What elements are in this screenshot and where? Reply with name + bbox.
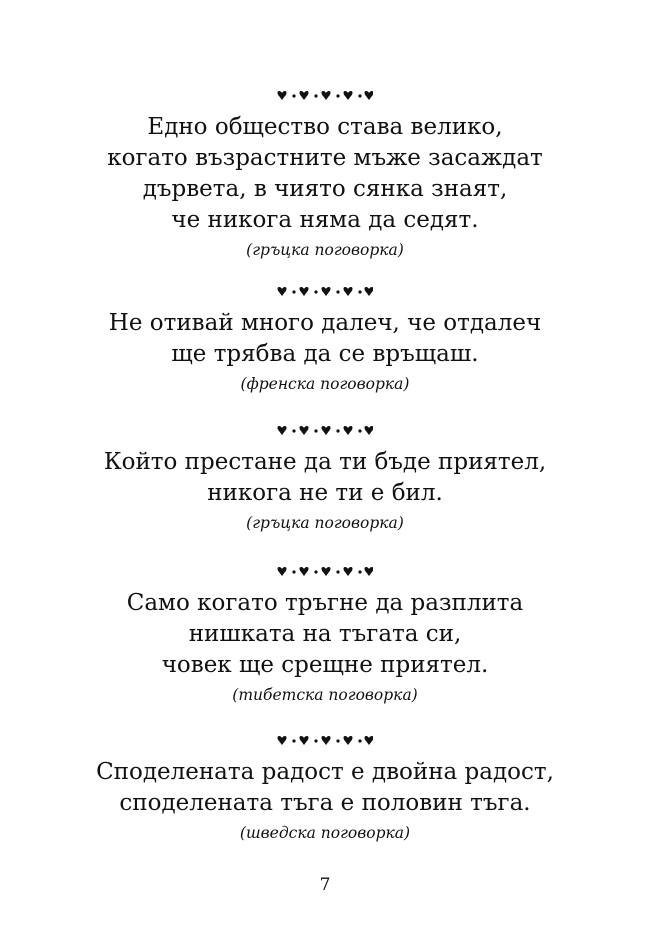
proverb-source: (гръцка поговорка) [246, 514, 404, 532]
heart-dot-divider-icon [0, 562, 650, 580]
heart-dot-divider-icon [0, 421, 650, 439]
heart-dot-divider-icon [0, 282, 650, 300]
proverb-line: ще трябва да се връщаш. [171, 341, 479, 367]
proverb-line: Който престане да ти бъде приятел, [103, 449, 547, 475]
proverb-line: човек ще срещне приятел. [161, 652, 489, 678]
proverb-line: Едно общество става велико, [147, 114, 503, 140]
proverb-source: (френска поговорка) [240, 375, 410, 393]
proverb-line: Споделената радост е двойна радост, [96, 759, 554, 785]
proverb-block [0, 282, 650, 395]
proverb-line: Само когато тръгне да разплита [126, 590, 524, 616]
proverb-line: Не отивай много далеч, че отдалеч [108, 310, 542, 336]
heart-dot-divider-icon [0, 731, 650, 749]
proverb-block [0, 86, 650, 261]
proverb-line: нишката на тъгата си, [188, 621, 462, 647]
proverb-block [0, 562, 650, 706]
proverb-source: (шведска поговорка) [239, 824, 411, 842]
proverb-line: дървета, в чиято сянка знаят, [142, 176, 508, 202]
proverb-line: че никога няма да седят. [171, 207, 479, 233]
proverb-source: (тибетска поговорка) [232, 686, 418, 704]
proverb-source: (гръцка поговорка) [246, 241, 404, 259]
proverb-block [0, 421, 650, 534]
proverb-line: никога не ти е бил. [207, 480, 443, 506]
page-number: 7 [319, 875, 331, 895]
proverb-line: споделената тъга е половин тъга. [119, 790, 531, 816]
proverb-block [0, 731, 650, 844]
heart-dot-divider-icon [0, 86, 650, 104]
proverb-line: когато възрастните мъже засаждат [107, 145, 543, 171]
